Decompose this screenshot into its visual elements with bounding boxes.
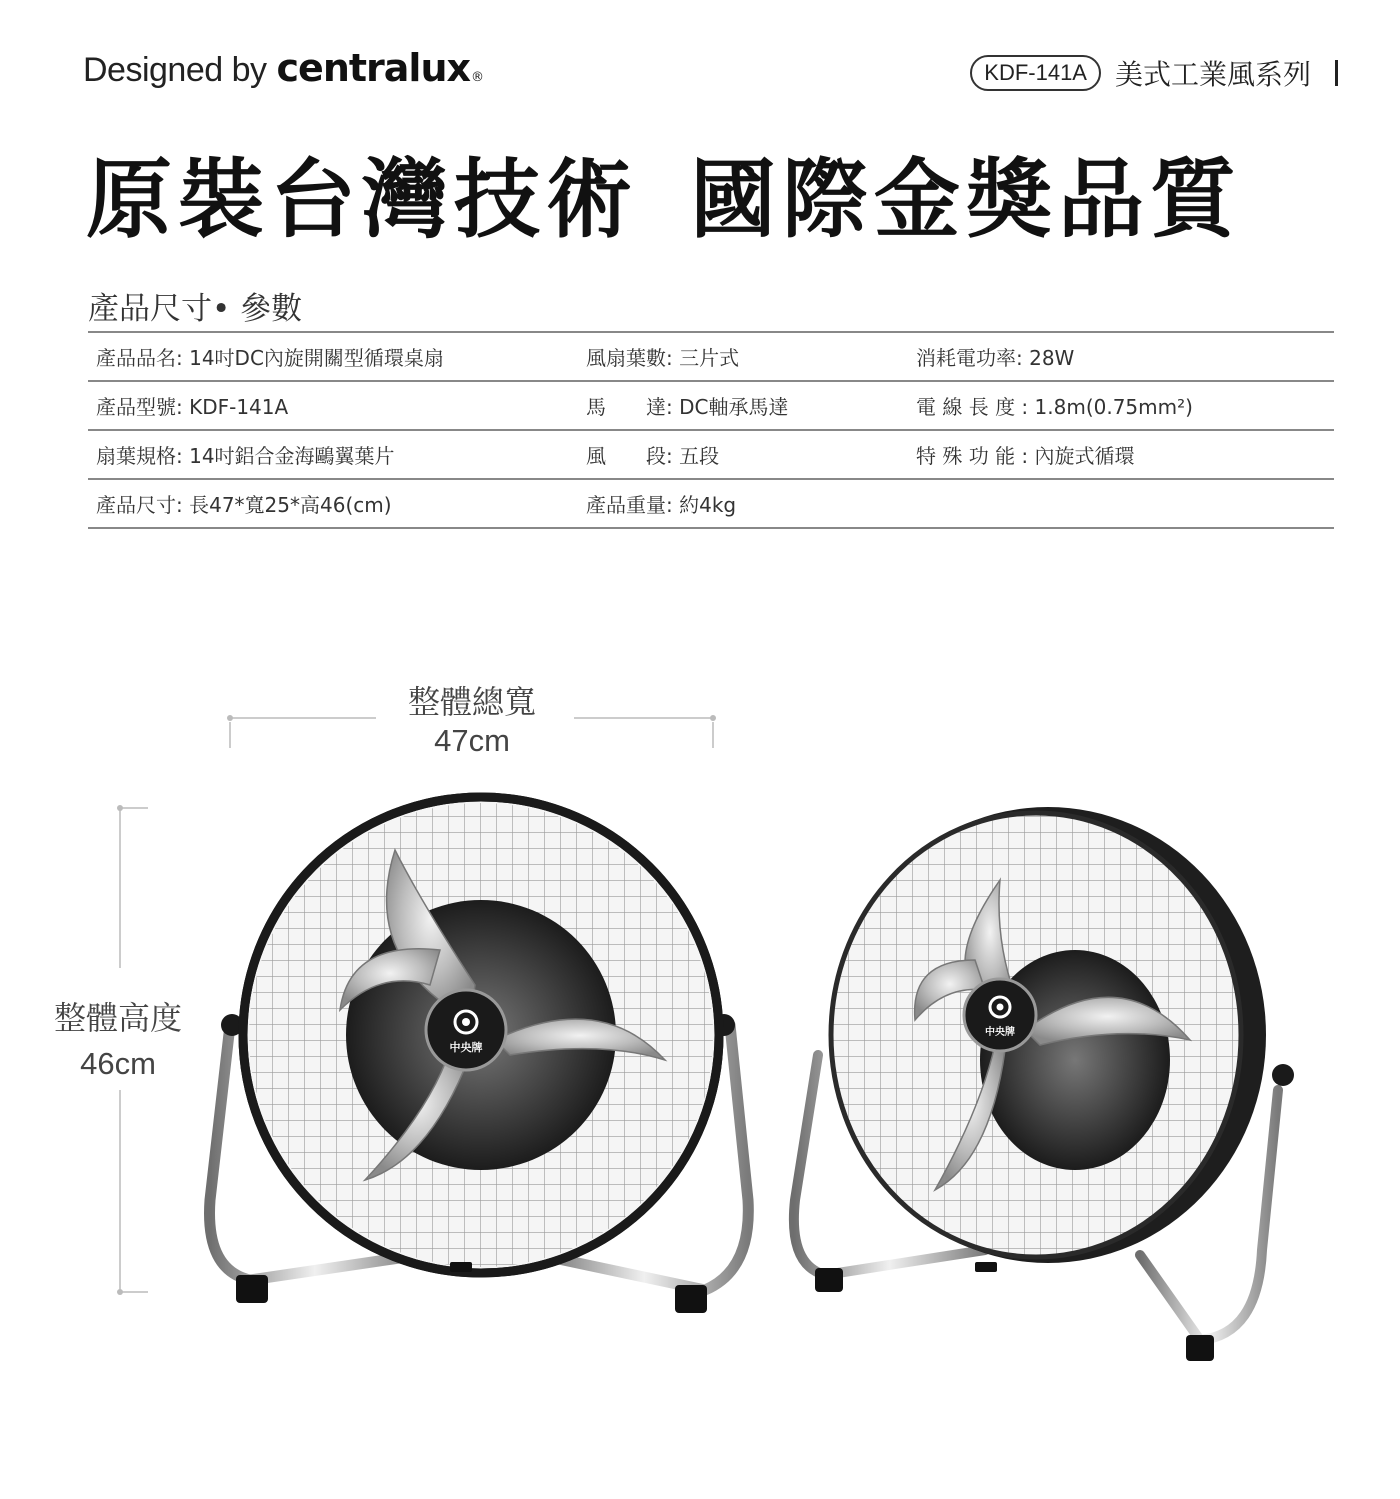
series-name: 美式工業風系列 bbox=[1114, 58, 1311, 91]
model-badge: KDF-141A bbox=[970, 55, 1101, 91]
headline-left: 原裝台灣技術 bbox=[86, 150, 638, 250]
fan-front-view bbox=[210, 795, 749, 1313]
registered-mark: ® bbox=[471, 70, 485, 85]
spec-cell: 產品品名: 14吋DC內旋開關型循環桌扇 bbox=[96, 346, 444, 370]
spec-cell: 產品重量: 約4kg bbox=[586, 493, 737, 517]
spec-cell: 扇葉規格: 14吋鋁合金海鷗翼葉片 bbox=[96, 444, 395, 468]
brand-logo: centralux bbox=[276, 46, 471, 90]
hub-logo-angled: 中央牌 bbox=[985, 1027, 1015, 1038]
height-dimension-value: 46cm bbox=[80, 1046, 156, 1081]
spec-cell: 風扇葉數: 三片式 bbox=[586, 346, 740, 370]
spec-cell: 產品型號: KDF-141A bbox=[96, 395, 289, 419]
height-dimension-label: 整體高度 bbox=[53, 999, 182, 1037]
width-dimension-value: 47cm bbox=[434, 723, 510, 758]
width-dimension-label: 整體總寬 bbox=[407, 683, 536, 721]
spec-cell: 風 段: 五段 bbox=[586, 444, 720, 468]
headline-right: 國際金獎品質 bbox=[690, 150, 1242, 250]
designed-by-text: Designed by bbox=[83, 51, 267, 89]
spec-cell: 特 殊 功 能 : 內旋式循環 bbox=[916, 444, 1135, 468]
spec-section-title: 產品尺寸• 參數 bbox=[88, 291, 303, 327]
spec-cell: 電 線 長 度 : 1.8m(0.75mm²) bbox=[916, 395, 1193, 419]
spec-cell: 消耗電功率: 28W bbox=[916, 346, 1075, 370]
hub-logo-front: 中央牌 bbox=[449, 1041, 483, 1054]
fan-angled-view bbox=[794, 807, 1294, 1361]
spec-cell: 馬 達: DC軸承馬達 bbox=[586, 395, 789, 419]
spec-cell: 產品尺寸: 長47*寬25*高46(cm) bbox=[96, 493, 392, 517]
